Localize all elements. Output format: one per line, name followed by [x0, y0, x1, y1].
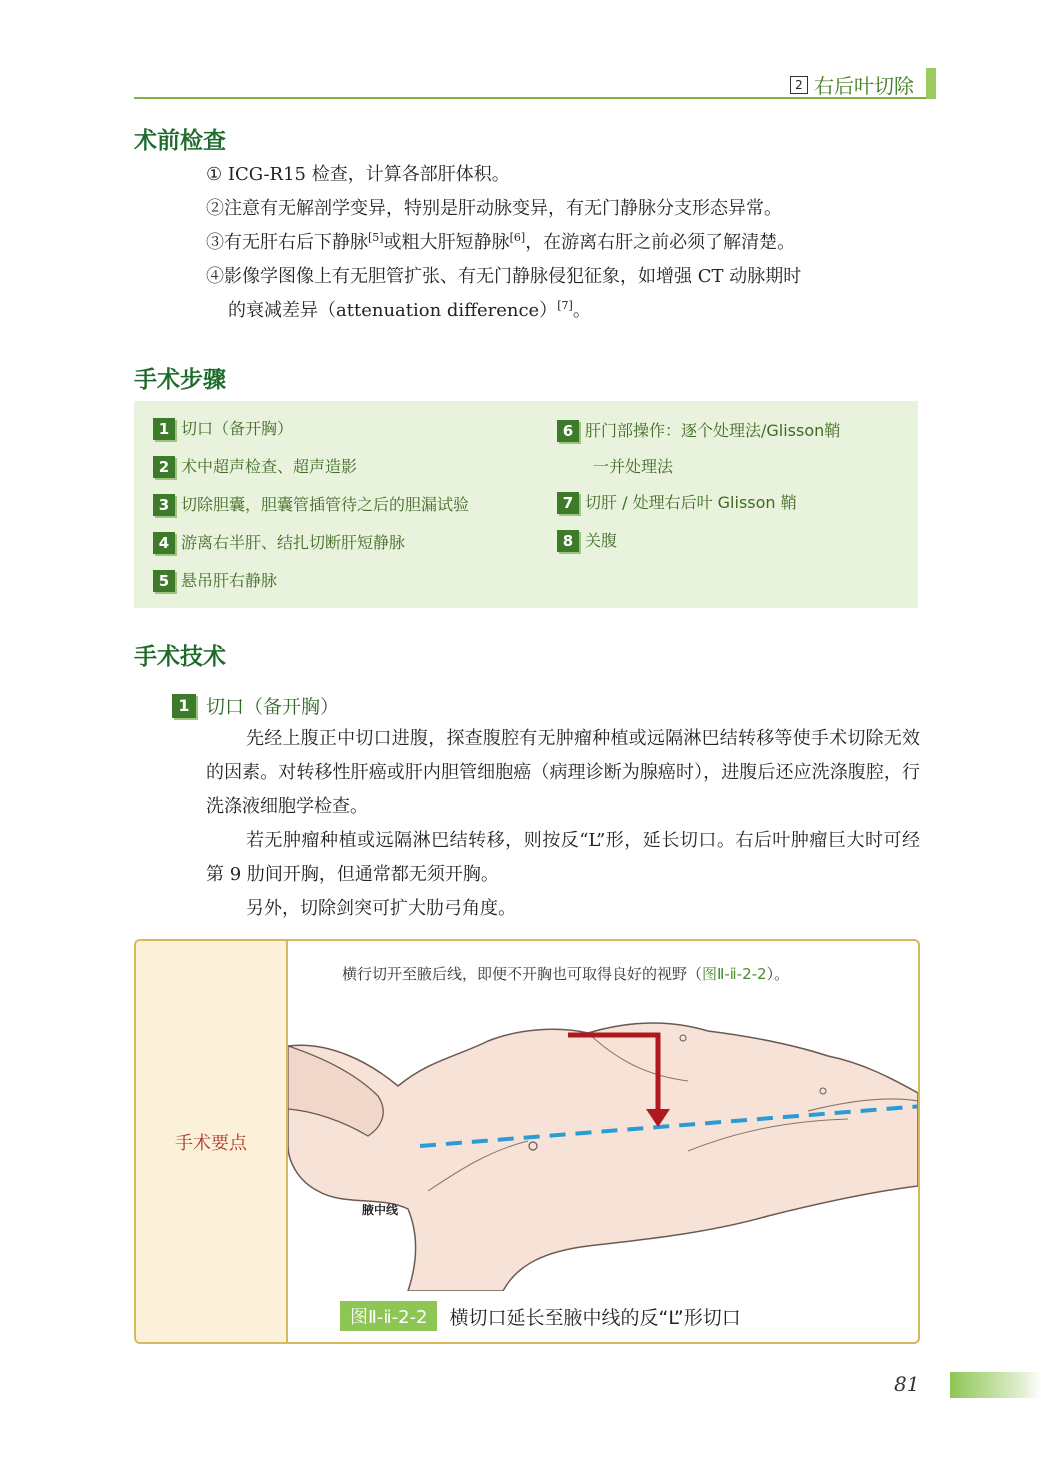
step-item: 8 关腹 [557, 530, 840, 568]
figure-reference: 图Ⅱ-ⅱ-2-2 [702, 965, 767, 983]
step-number: 7 [557, 492, 579, 514]
step-item: 7 切肝 / 处理右后叶 Glisson 鞘 [557, 492, 840, 530]
paragraph: 另外，切除剑突可扩大肋弓角度。 [246, 898, 516, 919]
chapter-title: 右后叶切除 [814, 74, 914, 98]
step-item: 5 悬吊肝右静脉 [153, 570, 469, 608]
chapter-number: 2 [790, 76, 808, 94]
preop-item-3: ③有无肝右后下静脉[5]或粗大肝短静脉[6]，在游离右肝之前必须了解清楚。 [206, 231, 796, 253]
key-point-box [134, 939, 920, 1344]
page-number: 81 [894, 1372, 920, 1396]
paragraph: 若无肿瘤种植或远隔淋巴结转移，则按反“L”形，延长切口。右后叶肿瘤巨大时可经第 9 肋间开胸，但通常都无须开胸。 [206, 830, 920, 885]
torso-body-icon [288, 1023, 918, 1291]
key-point-note: 横行切开至腋后线，即便不开胸也可取得良好的视野（图Ⅱ-ⅱ-2-2）。 [342, 965, 790, 983]
preop-title: 术前检查 [134, 128, 226, 154]
key-point-label: 手术要点 [175, 1133, 247, 1154]
ref-7: [7] [557, 299, 573, 312]
step-item: 1 切口（备开胸） [153, 418, 469, 456]
technique-body [206, 722, 920, 926]
step-item: 6 肝门部操作：逐个处理法/Glisson鞘 一并处理法 [557, 420, 840, 492]
step-item: 3 切除胆囊，胆囊管插管待之后的胆漏试验 [153, 494, 469, 532]
figure-caption-text: 横切口延长至腋中线的反“L”形切口 [449, 1306, 741, 1329]
incision-illustration [288, 1001, 918, 1291]
step-item: 2 术中超声检查、超声造影 [153, 456, 469, 494]
preop-item-4: ④影像学图像上有无胆管扩张、有无门静脉侵犯征象，如增强 CT 动脉期时 [206, 266, 802, 287]
steps-box [134, 401, 918, 608]
figure-caption [340, 1301, 741, 1331]
figure-id: 图Ⅱ-ⅱ-2-2 [340, 1301, 437, 1331]
step-item: 4 游离右半肝、结扎切断肝短静脉 [153, 532, 469, 570]
technique-title: 手术技术 [134, 644, 226, 670]
steps-left-column [153, 418, 469, 608]
paragraph: 先经上腹正中切口进腹，探查腹腔有无肿瘤种植或远隔淋巴结转移等使手术切除无效的因素。对转移性肝癌或肝内胆管细胞癌（病理诊断为腺癌时），进腹后还应洗涤腹腔，行洗涤液细胞学检查。 [206, 728, 920, 817]
subheading-label: 切口（备开胸） [206, 696, 340, 718]
subheading-number: 1 [172, 694, 196, 718]
step-number: 4 [153, 532, 175, 554]
step-number: 3 [153, 494, 175, 516]
preop-item-1: ① ICG-R15 检查，计算各部肝体积。 [206, 164, 510, 185]
step-number: 6 [557, 420, 579, 442]
steps-right-column [557, 420, 840, 568]
chapter-heading [790, 70, 914, 99]
step-number: 8 [557, 530, 579, 552]
page-number-bar [950, 1372, 1041, 1398]
step-number: 5 [153, 570, 175, 592]
header-tab-marker [926, 68, 936, 99]
technique-subheading [172, 692, 339, 719]
preop-item-2: ②注意有无解剖学变异，特别是肝动脉变异，有无门静脉分支形态异常。 [206, 198, 782, 219]
step-number: 2 [153, 456, 175, 478]
steps-title: 手术步骤 [134, 367, 226, 393]
step-number: 1 [153, 418, 175, 440]
ref-5: [5] [368, 231, 384, 244]
ref-6: [6] [509, 231, 526, 244]
preop-item-4-cont: 的衰减差异（attenuation difference）[7]。 [228, 299, 591, 321]
preop-list [206, 158, 926, 328]
axillary-line-label: 腋中线 [362, 1203, 399, 1217]
